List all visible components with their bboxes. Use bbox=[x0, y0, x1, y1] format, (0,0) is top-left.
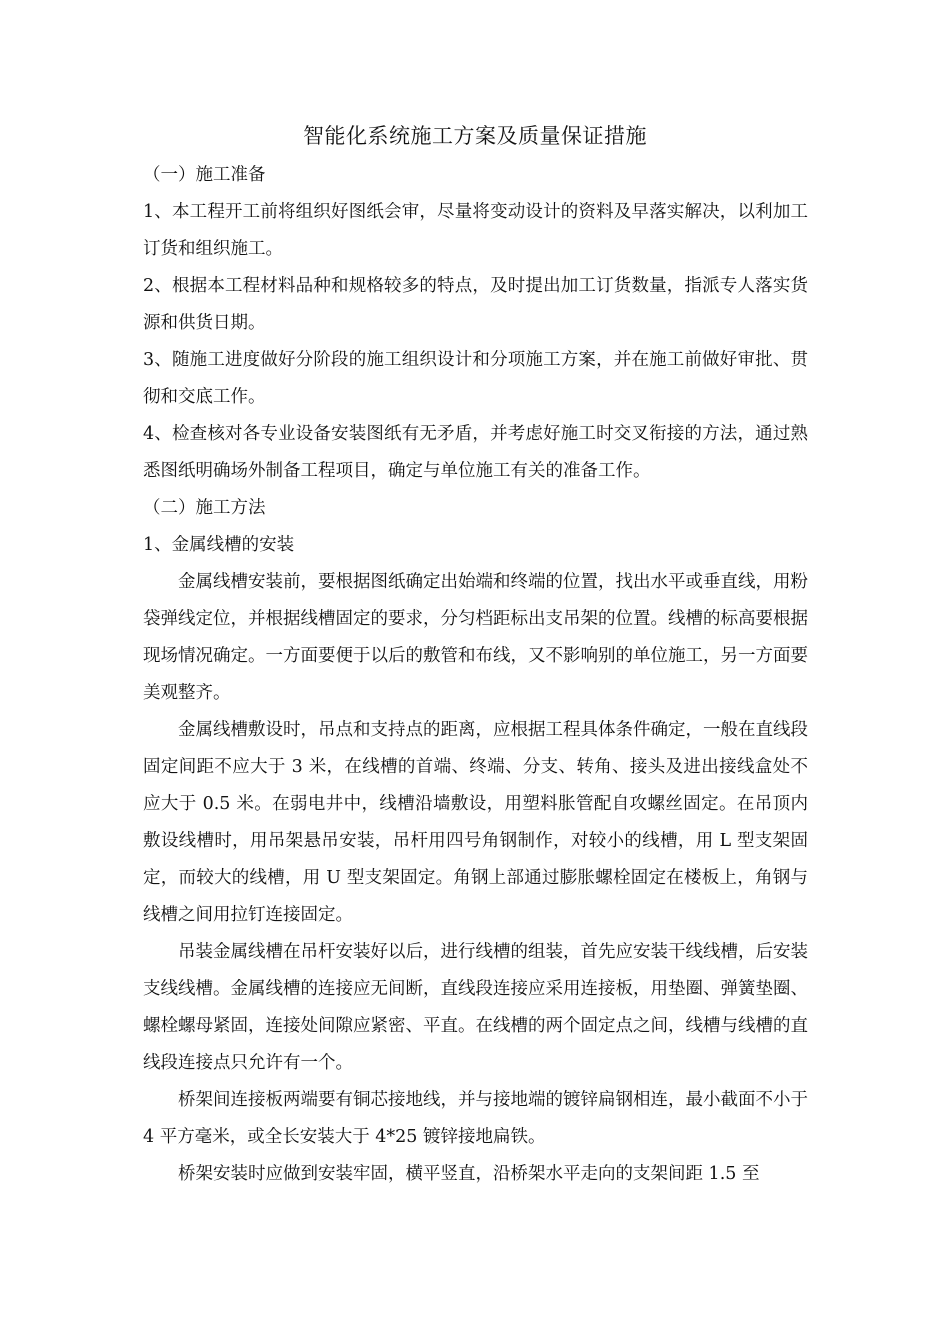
preparation-item-1: 1、本工程开工前将组织好图纸会审，尽量将变动设计的资料及早落实解决，以利加工订货和组织施工。 bbox=[143, 202, 808, 259]
trunking-paragraph-2: 金属线槽敷设时，吊点和支持点的距离，应根据工程具体条件确定，一般在直线段固定间距不应大于 3 米，在线槽的首端、终端、分支、转角、接头及进出接线盒处不应大于 0.5 米。在弱电井中，线槽沿墙敷设，用塑料胀管配自攻螺丝固定。在吊顶内敷设线槽时，用吊架悬吊安装，吊杆用四号角钢制作，对较小的线槽，用 L 型支架固定，而较大的线槽，用 U 型支架固定。角钢上部通过膨胀螺栓固定在楼板上，角钢与线槽之间用拉钉连接固定。 bbox=[143, 720, 808, 925]
preparation-item-3: 3、随施工进度做好分阶段的施工组织设计和分项施工方案，并在施工前做好审批、贯彻和交底工作。 bbox=[143, 350, 808, 407]
document-title: 智能化系统施工方案及质量保证措施 bbox=[303, 124, 647, 148]
subsection-heading-trunking: 1、金属线槽的安装 bbox=[143, 535, 295, 555]
trunking-paragraph-1: 金属线槽安装前，要根据图纸确定出始端和终端的位置，找出水平或垂直线，用粉袋弹线定位，并根据线槽固定的要求，分匀档距标出支吊架的位置。线槽的标高要根据现场情况确定。一方面要便于以后的敷管和布线，又不影响别的单位施工，另一方面要美观整齐。 bbox=[143, 572, 808, 703]
trunking-paragraph-4: 桥架间连接板两端要有铜芯接地线，并与接地端的镀锌扁钢相连，最小截面不小于 4 平方毫米，或全长安装大于 4*25 镀锌接地扁铁。 bbox=[143, 1090, 808, 1147]
trunking-paragraph-3: 吊装金属线槽在吊杆安装好以后，进行线槽的组装，首先应安装干线线槽，后安装支线线槽。金属线槽的连接应无间断，直线段连接应采用连接板，用垫圈、弹簧垫圈、螺栓螺母紧固，连接处间隙应紧密、平直。在线槽的两个固定点之间，线槽与线槽的直线段连接点只允许有一个。 bbox=[143, 942, 808, 1073]
document-body bbox=[143, 157, 808, 1193]
trunking-paragraph-5: 桥架安装时应做到安装牢固，横平竖直，沿桥架水平走向的支架间距 1.5 至 bbox=[178, 1164, 760, 1184]
section-heading-preparation: （一）施工准备 bbox=[143, 165, 266, 185]
preparation-item-2: 2、根据本工程材料品种和规格较多的特点，及时提出加工订货数量，指派专人落实货源和供货日期。 bbox=[143, 276, 808, 333]
section-heading-methods: （二）施工方法 bbox=[143, 498, 266, 518]
preparation-item-4: 4、检查核对各专业设备安装图纸有无矛盾，并考虑好施工时交叉衔接的方法，通过熟悉图纸明确场外制备工程项目，确定与单位施工有关的准备工作。 bbox=[143, 424, 808, 481]
